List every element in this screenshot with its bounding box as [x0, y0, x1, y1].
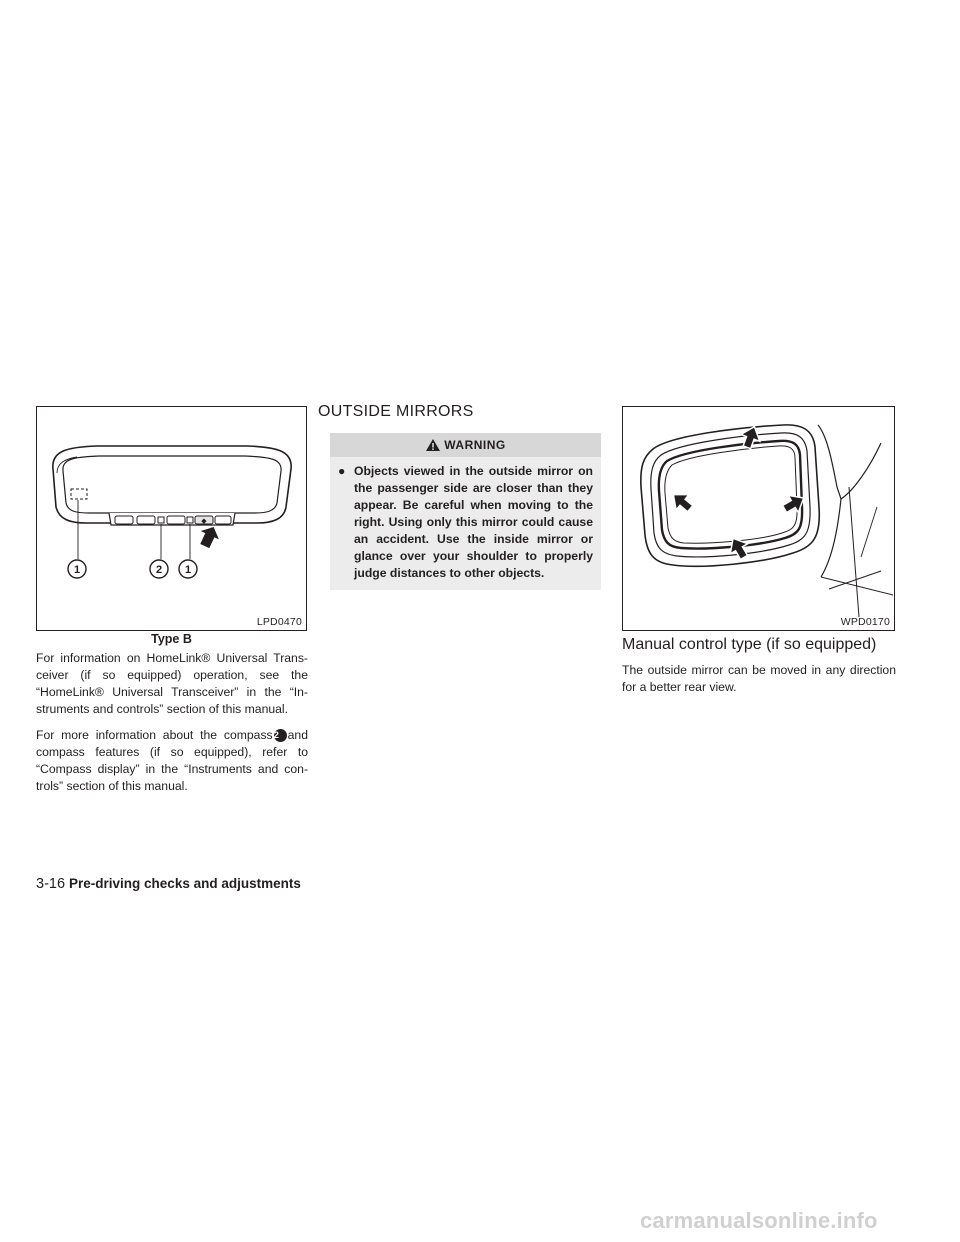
warning-item	[338, 463, 593, 582]
outside-mirror-figure	[622, 406, 895, 631]
subsection-title: Manual control type (if so equipped)	[622, 636, 877, 653]
watermark-text: carmanualsonline.info	[640, 1208, 878, 1233]
bullet-icon: ●	[338, 464, 346, 478]
inside-mirror-figure	[36, 406, 307, 631]
outside-mirror-illustration	[623, 407, 893, 629]
callout-label: 1	[184, 564, 192, 576]
callout-2-icon: 2	[274, 729, 287, 742]
homelink-paragraph: For information on HomeLink® Universal Trans- ceiver (if so equipped) operation, see the “HomeLink® Universal Transceiver” in the “In- struments and controls” section of this manual.	[36, 651, 308, 716]
svg-text:◆: ◆	[201, 517, 207, 525]
callout-label: 2	[155, 564, 163, 576]
warning-header	[330, 433, 601, 457]
button-3	[167, 516, 185, 524]
figure-caption: Type B	[151, 632, 192, 646]
figure-code: LPD0470	[256, 616, 302, 628]
page-number: 3-16	[36, 876, 66, 892]
button-2	[137, 516, 155, 524]
indicator-button	[187, 517, 193, 523]
callout-label: 1	[73, 564, 81, 576]
compass-paragraph-end: and compass features (if so equipped), refer to “Compass display” in the “Instruments and con- trols” section of this manual.	[36, 728, 308, 793]
page-footer	[36, 876, 301, 892]
warning-body	[330, 457, 601, 590]
mirror-housing	[53, 446, 291, 523]
warning-label: WARNING	[444, 438, 506, 452]
button-4	[215, 516, 231, 524]
warning-text: Objects viewed in the outside mirror on the passenger side are closer than they appear. Be careful when moving to the right. Using only this mirror could cause an accident. Use the inside mirror or glance over your shoulder to properly judge distances to other objects.	[354, 464, 593, 580]
pointer-arrow-icon	[196, 523, 223, 550]
figure-code: WPD0170	[840, 616, 890, 628]
chapter-title: Pre-driving checks and adjustments	[69, 876, 301, 891]
button-1	[115, 516, 133, 524]
left-text-column	[36, 650, 308, 804]
compass-paragraph-start: For more information about the compass	[36, 728, 273, 742]
warning-triangle-icon	[425, 438, 441, 452]
compass-paragraph	[36, 727, 308, 795]
watermark-logo	[640, 1208, 878, 1234]
inside-mirror-illustration	[37, 407, 305, 629]
compass-button	[158, 517, 164, 523]
section-title: OUTSIDE MIRRORS	[318, 403, 474, 420]
manual-control-paragraph: The outside mirror can be moved in any direction for a better rear view.	[622, 663, 896, 694]
warning-box	[330, 433, 601, 590]
